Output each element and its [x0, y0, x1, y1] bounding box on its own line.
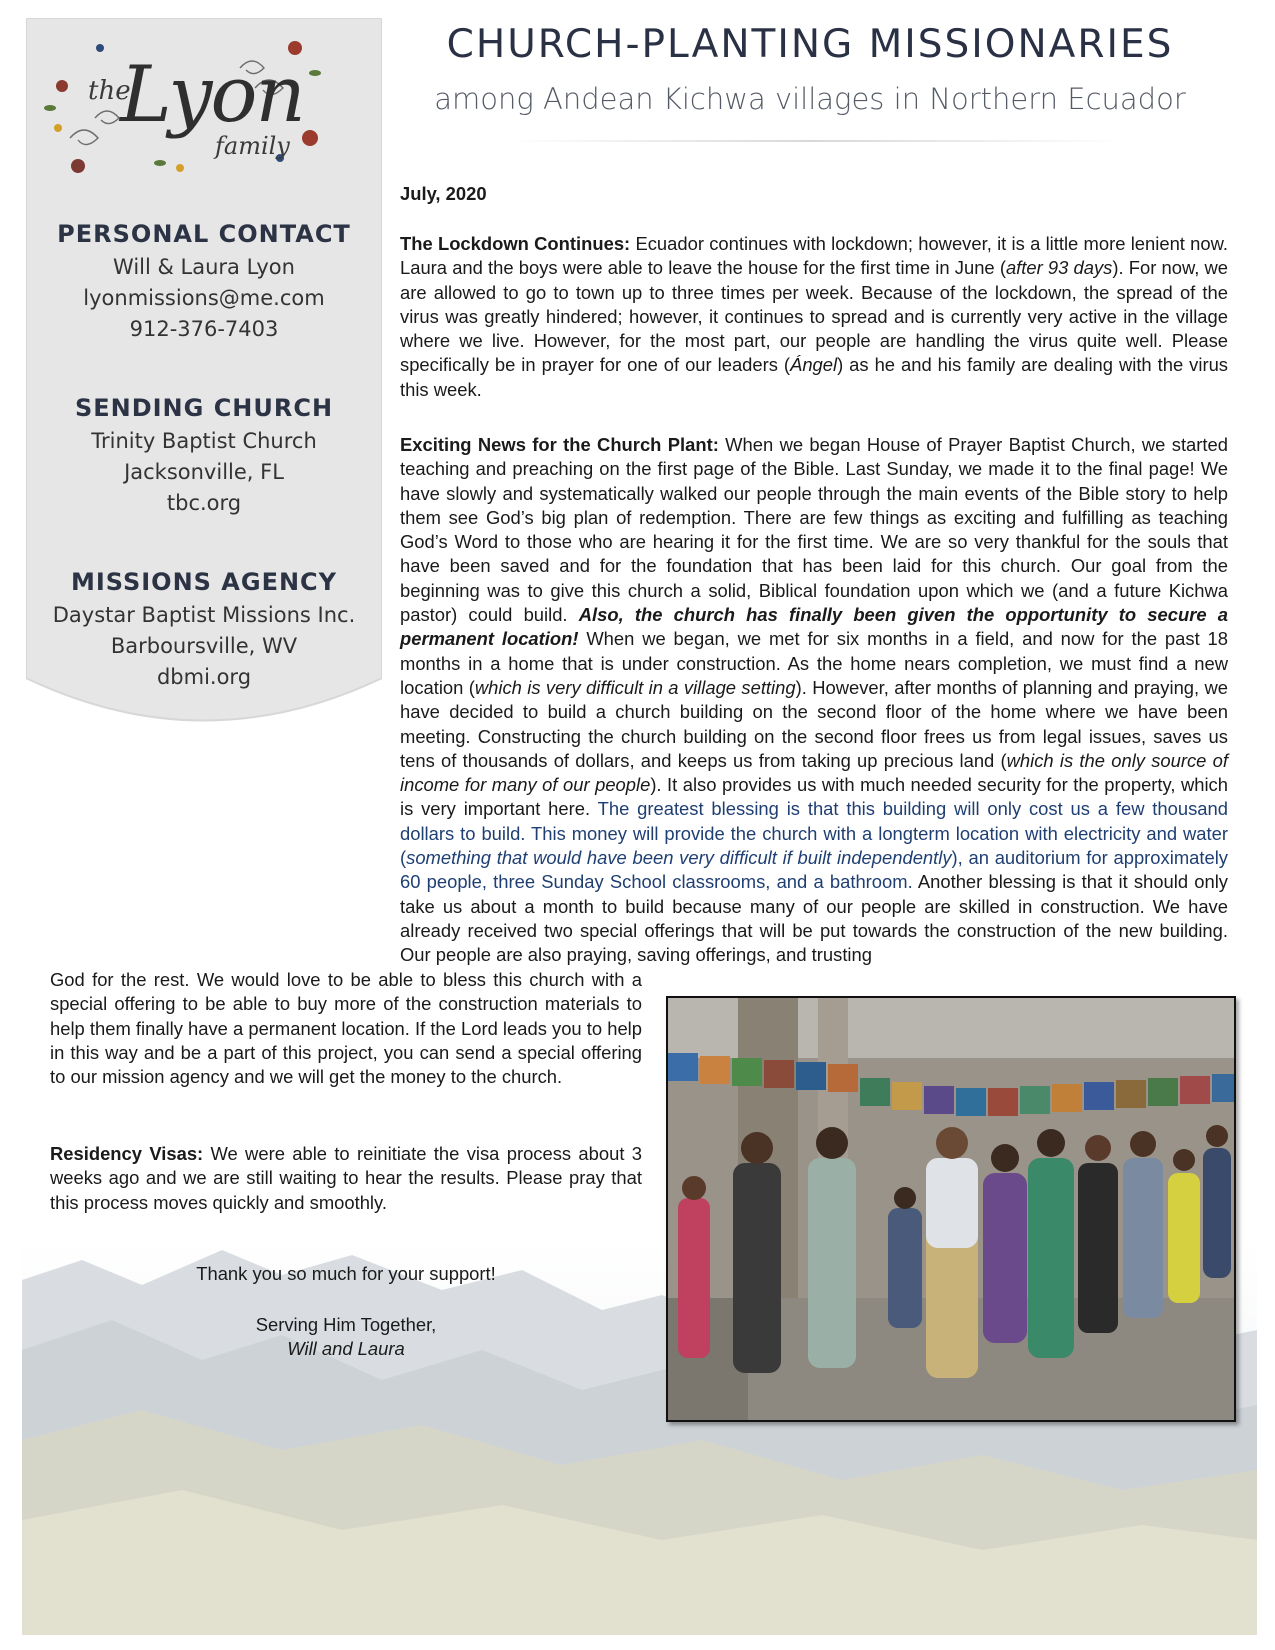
personal-contact-email[interactable]: lyonmissions@me.com	[83, 286, 325, 310]
visas-paragraph	[50, 1142, 642, 1215]
logo-family: family	[215, 132, 290, 160]
missions-agency-website[interactable]: dbmi.org	[156, 665, 252, 689]
news-text-3: ). However, after months of planning and praying, we have decided to build a church building on the second floor of the home where we have been meeting. Constructing the church building on the second floor frees us from legal issues, saves us tens of thousands of dollars, and keeps us from taking up precious land (	[400, 676, 1229, 771]
news-text-6: God for the rest. We would love to be able to bless this church with a special offering to be able to buy more of the construction materials to help them finally have a permanent location. If the Lord leads you to help in this way and be a part of this project, you can send a special offering to our mission agency and we will get the money to the church.	[50, 969, 642, 1088]
thanks-line: Thank you so much for your support!	[196, 1263, 496, 1284]
lockdown-text-2: ). For now, we are allowed to go to town up to three times per week. Because of the lockdown, the spread of the virus was greatly hindered; however, it continues to spread and is currently very active in the village where we live. However, for the most part, our people are handling the virus quite well. Please specifically be in prayer for one of our leaders (	[400, 257, 1229, 376]
logo-name: Lyon	[120, 50, 304, 140]
news-text-2: When we began, we met for six months in a field, and now for the past 18 months in a home that is under construction. As the home nears completion, we must find a new location (	[400, 628, 1228, 698]
missions-agency-name: Daystar Baptist Missions Inc.	[52, 603, 356, 627]
header-divider	[505, 140, 1125, 142]
news-text-4: ). It also provides us with much needed security for the property, which is very important here.	[400, 774, 1228, 820]
signature-line: Will and Laura	[287, 1338, 405, 1359]
page-title: CHURCH-PLANTING MISSIONARIES	[446, 22, 1174, 67]
news-blue-1: The greatest blessing is that this building will only cost us a few thousand dollars to build. This money will provide the church with a longterm location with electricity and water (	[400, 798, 1228, 869]
news-text-1: When we began House of Prayer Baptist Church, we started teaching and preaching on the first page of the Bible. Last Sunday, we made it to the final page! We have slowly and systematically walked our people through the main events of the Bible story to help them see God’s big plan of redemption. There are few things as exciting and fulfilling as teaching God’s Word to those who are hearing it for the first time. We are so very thankful for the souls that have been saved and for the foundation that has been laid for this church. Our goal from the beginning was to give this church a solid, Biblical foundation upon which we (and a future Kichwa pastor) could build.	[400, 434, 1228, 626]
news-blue-2: ), an auditorium for approximately 60 people, three Sunday School classrooms, and a bathroom.	[400, 847, 1228, 893]
page-subtitle: among Andean Kichwa villages in Northern Ecuador	[434, 82, 1186, 116]
news-italic-1: which is very difficult in a village setting	[474, 676, 796, 698]
missions-agency-city: Barboursville, WV	[110, 634, 298, 658]
lockdown-text-3: ) as he and his family are dealing with the virus this week.	[400, 354, 1228, 400]
personal-contact-heading: PERSONAL CONTACT	[57, 220, 351, 248]
lockdown-italic-2: Ángel	[790, 354, 838, 376]
logo-the: the	[88, 76, 131, 106]
news-text-5: Another blessing is that it should only take us about a month to build because many of our people are skilled in construction. We have already received two special offerings that will be put towards the construction of the new building. Our people are also praying, saving offerings, and trusting	[400, 871, 1228, 966]
sending-church-block	[26, 394, 382, 519]
news-highlight: Also, the church has finally been given the opportunity to secure a permanent location!	[400, 604, 1228, 650]
visas-text: We were able to reinitiate the visa process about 3 weeks ago and we are still waiting to hear the results. Please pray that this process moves quickly and smoothly.	[50, 1143, 642, 1213]
lockdown-heading: The Lockdown Continues:	[400, 233, 631, 254]
sending-church-city: Jacksonville, FL	[124, 460, 284, 484]
lockdown-italic-1: after 93 days	[1005, 257, 1113, 279]
news-blue-italic: something that would have been very difficult if built independently	[406, 847, 952, 869]
lyon-family-logo	[40, 28, 330, 178]
sending-church-heading: SENDING CHURCH	[74, 394, 334, 422]
closing-line: Serving Him Together,	[255, 1314, 437, 1335]
news-paragraph	[400, 433, 1228, 968]
personal-contact-block	[26, 220, 382, 345]
letter-date: July, 2020	[400, 183, 487, 204]
visas-heading: Residency Visas:	[50, 1143, 204, 1164]
missions-agency-heading: MISSIONS AGENCY	[70, 568, 338, 596]
news-heading: Exciting News for the Church Plant:	[400, 434, 719, 455]
lockdown-paragraph	[400, 232, 1228, 402]
sending-church-website[interactable]: tbc.org	[166, 491, 242, 515]
congregation-photo	[666, 996, 1236, 1422]
personal-contact-name: Will & Laura Lyon	[113, 255, 295, 279]
news-paragraph-continued	[50, 968, 642, 1089]
news-italic-2: which is the only source of income for many of our people	[400, 749, 1228, 796]
lockdown-text-1: Ecuador continues with lockdown; however, it is a little more lenient now. Laura and the boys were able to leave the house for the first time in June (	[400, 233, 1228, 279]
personal-contact-phone: 912-376-7403	[129, 317, 279, 341]
missions-agency-block	[26, 568, 382, 693]
sending-church-name: Trinity Baptist Church	[91, 429, 317, 453]
